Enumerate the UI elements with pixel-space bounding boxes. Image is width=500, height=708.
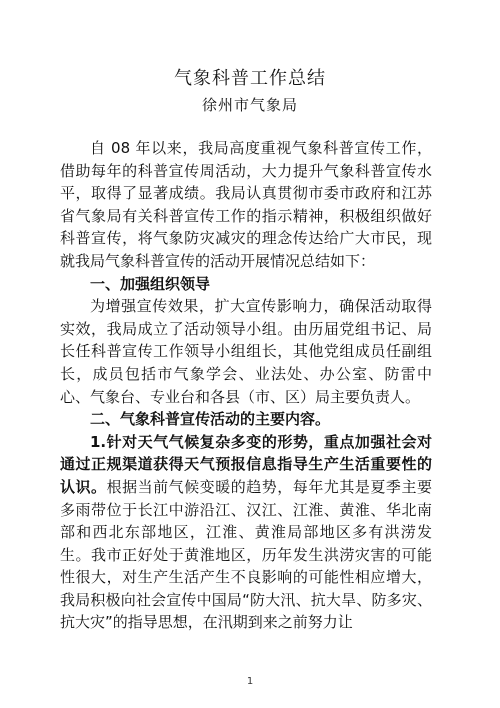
section-heading-2: 二、气象科普宣传活动的主要内容。 <box>90 410 331 429</box>
document-title: 气象科普工作总结 <box>174 68 326 89</box>
section-2-continuation: 根据当前气候变暖的趋势，每年尤其是夏季主要多雨带位于长江中游沿江、汉江、江淮、黄淮、华北南部和西北东部地区，江淮、黄淮局部地区多有洪涝发生。我市正好处于黄淮地区，历年发生洪涝灾害的可能性很大，对生产生活产生不良影响的可能性相应增大，我局积极向社会宣传中国局“防大汛、抗大旱、防多灾、抗大灾”的指导思想，在汛期到来之前努力让 <box>60 477 432 632</box>
section-2-bold-lead: 1.针对天气气候复杂多变的形势，重点加强社会对通过正规渠道获得天气预报信息指导生产生活重要性的认识。 <box>60 432 432 496</box>
section-1-paragraph: 为增强宣传效果，扩大宣传影响力，确保活动取得实效，我局成立了活动领导小组。由历届党组书记、局长任科普宣传工作领导小组组长，其他党组成员任副组长，成员包括市气象学会、业法处、办公室、防雷中心、气象台、专业台和各县（市、区）局主要负责人。 <box>60 297 432 406</box>
section-2-paragraph <box>60 431 432 634</box>
page-number: 1 <box>246 676 254 687</box>
document-author: 徐州市气象局 <box>201 96 298 114</box>
section-heading-1: 一、加强组织领导 <box>90 274 211 293</box>
intro-paragraph: 自 08 年以来，我局高度重视气象科普宣传工作，借助每年的科普宣传周活动，大力提升气象科普宣传水平，取得了显著成绩。我局认真贯彻市委市政府和江苏省气象局有关科普宣传工作的指示精神，积极组织做好科普宣传，将气象防灾减灾的理念传达给广大市民，现就我局气象科普宣传的活动开展情况总结如下： <box>60 139 432 270</box>
document-body <box>60 137 432 634</box>
